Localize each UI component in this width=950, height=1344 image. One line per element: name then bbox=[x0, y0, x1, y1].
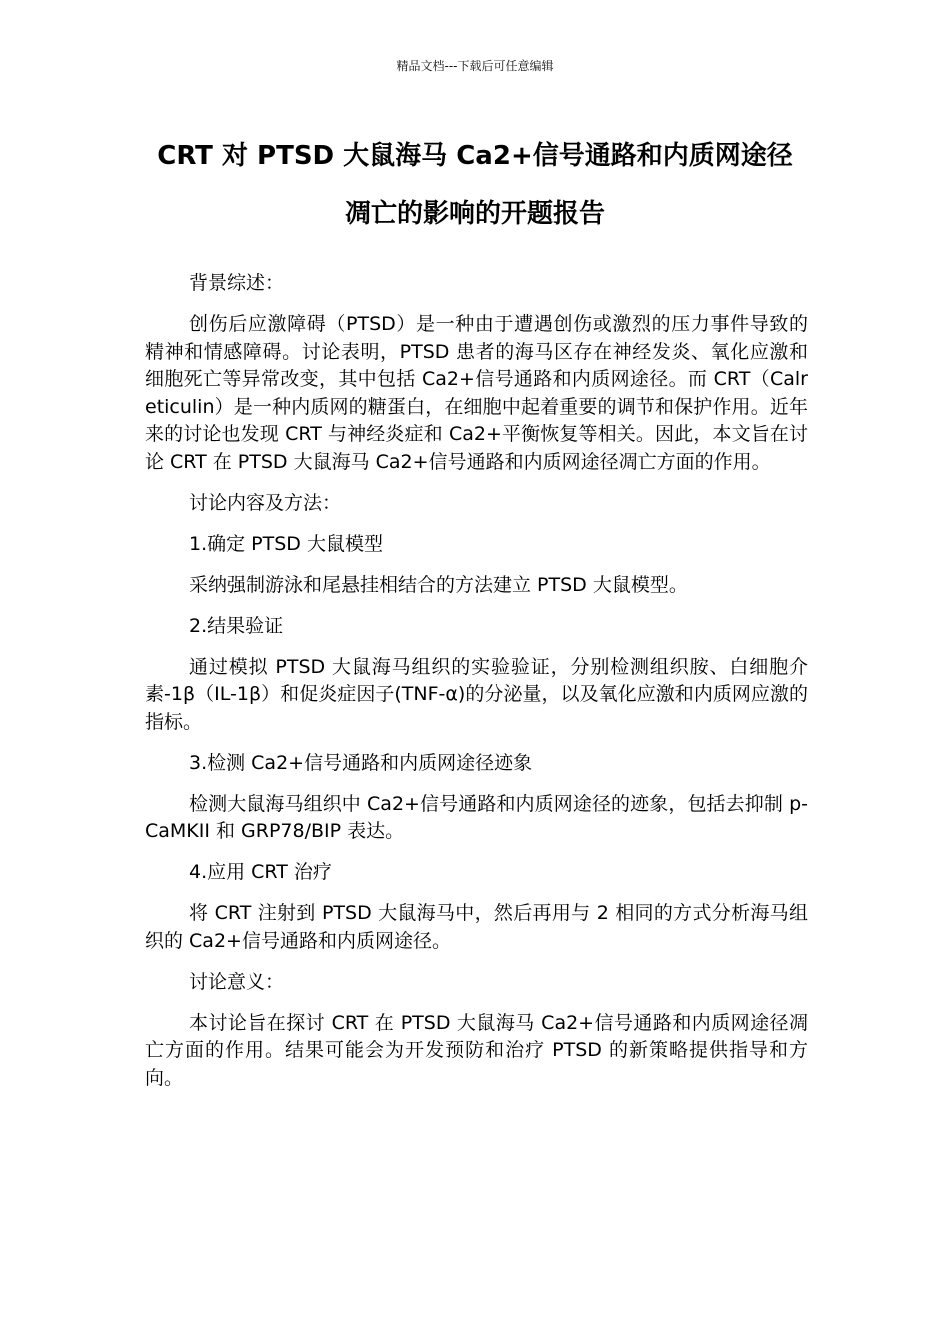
section-heading-methods: 讨论内容及方法： bbox=[189, 491, 342, 514]
document-title-line-2: 凋亡的影响的开题报告 bbox=[344, 199, 605, 229]
body-paragraph: 检测大鼠海马组织中 Ca2+信号通路和内质网途径的迹象，包括去抑制 p-CaMKII 和 GRP78/BIP 表达。 bbox=[145, 792, 808, 842]
body-paragraph: 通过模拟 PTSD 大鼠海马组织的实验验证，分别检测组织胺、白细胞介素-1β（IL-1β）和促炎症因子(TNF-α)的分泌量，以及氧化应激和内质网应激的指标。 bbox=[145, 655, 808, 733]
method-step-heading: 1.确定 PTSD 大鼠模型 bbox=[189, 532, 383, 555]
body-paragraph: 本讨论旨在探讨 CRT 在 PTSD 大鼠海马 Ca2+信号通路和内质网途径凋亡方面的作用。结果可能会为开发预防和治疗 PTSD 的新策略提供指导和方向。 bbox=[145, 1011, 808, 1089]
section-heading-background: 背景综述： bbox=[189, 272, 285, 294]
method-step-heading: 4.应用 CRT 治疗 bbox=[189, 861, 332, 883]
document-body bbox=[145, 270, 808, 1106]
method-step-heading: 2.结果验证 bbox=[189, 614, 284, 637]
body-paragraph: 将 CRT 注射到 PTSD 大鼠海马中，然后再用与 2 相同的方式分析海马组织的 Ca2+信号通路和内质网途径。 bbox=[145, 902, 808, 952]
document-title-line-1: CRT 对 PTSD 大鼠海马 Ca2+信号通路和内质网途径 bbox=[157, 141, 793, 171]
body-paragraph: 创伤后应激障碍（PTSD）是一种由于遭遇创伤或激烈的压力事件导致的精神和情感障碍。讨论表明，PTSD 患者的海马区存在神经发炎、氧化应激和细胞死亡等异常改变，其中包括 Ca2+信号通路和内质网途径。而 CRT（Calreticulin）是一种内质网的糖蛋白，在细胞中起着重要的调节和保护作用。近年来的讨论也发现 CRT 与神经炎症和 Ca2+平衡恢复等相关。因此，本文旨在讨论 CRT 在 PTSD 大鼠海马 Ca2+信号通路和内质网途径凋亡方面的作用。 bbox=[145, 313, 808, 473]
body-paragraph: 采纳强制游泳和尾悬挂相结合的方法建立 PTSD 大鼠模型。 bbox=[189, 573, 688, 596]
method-step-heading: 3.检测 Ca2+信号通路和内质网途径迹象 bbox=[189, 751, 533, 774]
header-note: 精品文档---下载后可任意编辑 bbox=[396, 59, 554, 73]
section-heading-significance: 讨论意义： bbox=[189, 970, 285, 993]
